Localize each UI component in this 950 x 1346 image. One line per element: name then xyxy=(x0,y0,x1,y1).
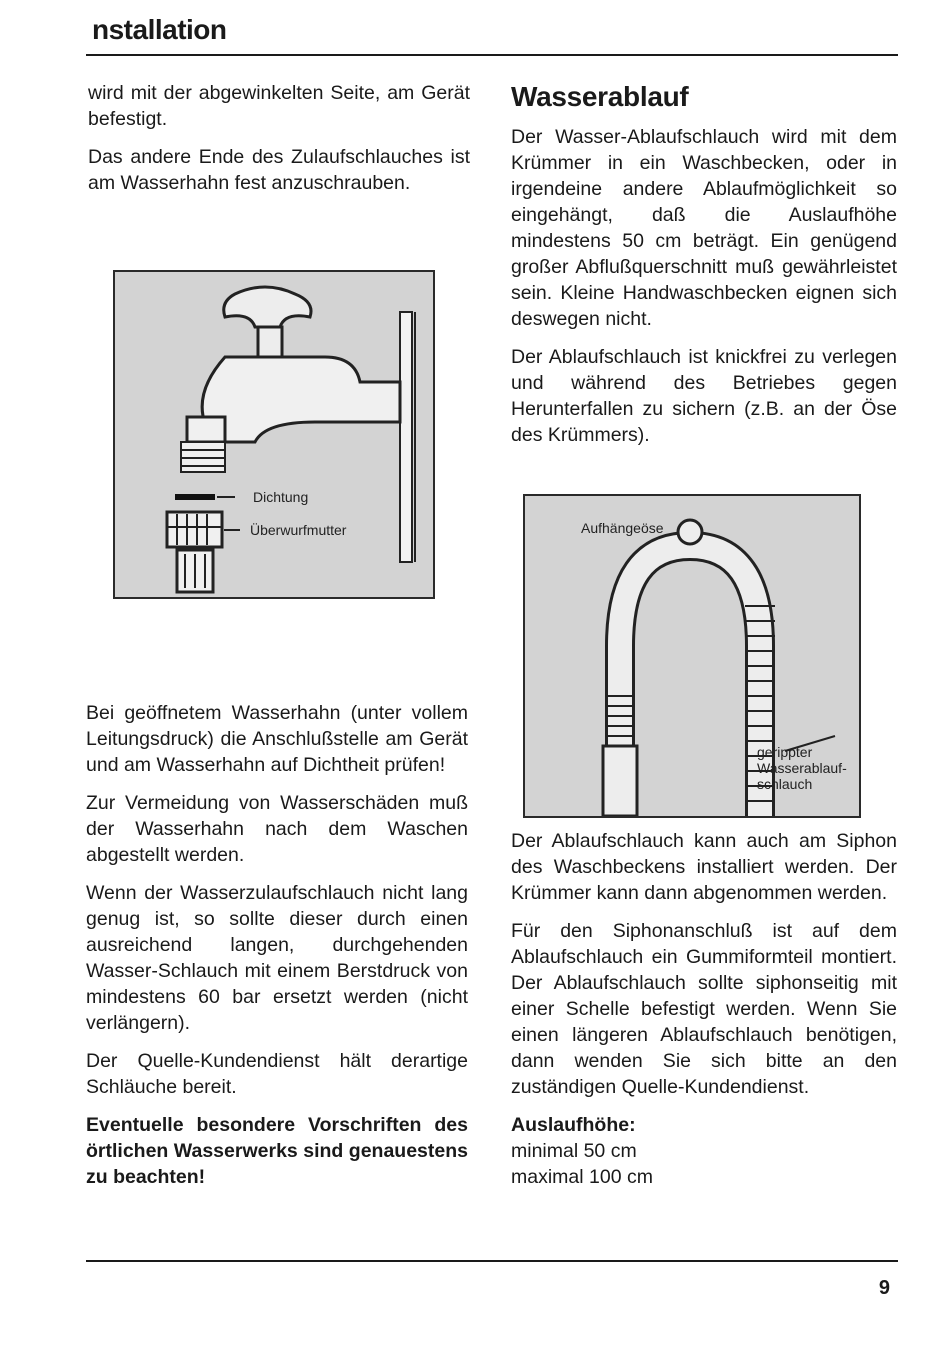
left-paragraph-3: Wenn der Wasserzulaufschlauch nicht lang genug ist, so sollte dieser durch einen ausreichend langen, durchgehenden Wasser-Schlauch mit einem Berstdruck von mindestens 60 bar ersetzt werden (nicht verlängern). xyxy=(86,882,468,1034)
right-paragraph-4: Für den Siphonanschluß ist auf dem Ablaufschlauch ein Gummiformteil montiert. Der Ablaufschlauch sollte siphonseitig mit einer Schelle befestigt werden. Wenn Sie einen längeren Ablaufschlauch benötigen, dann wenden Sie sich bitte an den zuständigen Quelle-Kundendienst. xyxy=(511,920,897,1098)
faucet-figure xyxy=(113,270,435,599)
left-paragraph-4: Der Quelle-Kundendienst hält derartige Schläuche bereit. xyxy=(86,1050,468,1098)
left-body xyxy=(86,700,468,1202)
left-intro xyxy=(88,80,470,208)
drain-hose-figure xyxy=(523,494,861,818)
intro-paragraph-2: Das andere Ende des Zulaufschlauches ist am Wasserhahn fest anzuschrauben. xyxy=(88,146,470,194)
section-title: nstallation xyxy=(92,14,227,45)
right-body xyxy=(511,828,897,1190)
left-paragraph-1: Bei geöffnetem Wasserhahn (unter vollem Leitungsdruck) die Anschlußstelle am Gerät und am Wasserhahn auf Dichtheit prüfen! xyxy=(86,702,468,776)
ribbed-hose-label-3: schlauch xyxy=(757,776,813,792)
outlet-height-title: Auslaufhöhe: xyxy=(511,1114,636,1136)
footer-rule xyxy=(86,1260,898,1262)
header-rule xyxy=(86,54,898,56)
ribbed-hose-label-1: gerippter xyxy=(757,744,813,760)
intro-paragraph-1: wird mit der abgewinkelten Seite, am Gerät befestigt. xyxy=(88,82,470,130)
right-paragraph-2: Der Ablaufschlauch ist knickfrei zu verlegen und während des Betriebes gegen Herunterfallen zu sichern (z.B. an der Öse des Krümmers). xyxy=(511,346,897,446)
drainage-heading: Wasserablauf xyxy=(511,81,689,112)
outlet-height-min: minimal 50 cm xyxy=(511,1140,637,1162)
union-nut-label: Überwurfmutter xyxy=(250,522,347,538)
right-paragraph-3: Der Ablaufschlauch kann auch am Siphon des Waschbeckens installiert werden. Der Krümmer kann dann abgenommen werden. xyxy=(511,830,897,904)
right-intro xyxy=(511,80,897,460)
hanging-eye-label: Aufhängeöse xyxy=(581,520,664,536)
ribbed-hose-label-2: Wasserablauf- xyxy=(757,760,847,776)
faucet-drawing xyxy=(115,272,433,597)
page-number: 9 xyxy=(878,1277,890,1299)
seal-label: Dichtung xyxy=(253,489,309,505)
outlet-height-max: maximal 100 cm xyxy=(511,1166,653,1188)
right-paragraph-1: Der Wasser-Ablaufschlauch wird mit dem Krümmer in ein Waschbecken, oder in irgendeine andere Ablaufmöglichkeit so eingehängt, daß die Auslaufhöhe mindestens 50 cm beträgt. Ein genügend großer Abflußquerschnitt muß gewährleistet sein. Kleine Handwaschbecken eignen sich deswegen nicht. xyxy=(511,126,897,330)
left-paragraph-2: Zur Vermeidung von Wasserschäden muß der Wasserhahn nach dem Waschen abgestellt werden. xyxy=(86,792,468,866)
local-regulations-notice: Eventuelle besondere Vorschriften des örtlichen Wasserwerks sind genauestens zu beachten! xyxy=(86,1114,468,1188)
